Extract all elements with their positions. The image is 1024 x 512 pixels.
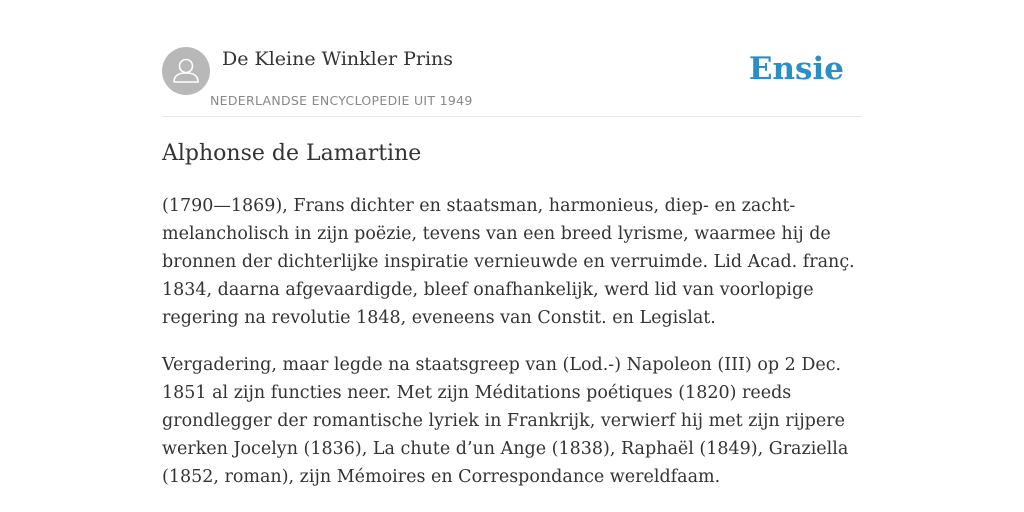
source-avatar[interactable] <box>162 47 210 95</box>
article-paragraph-2: Vergadering, maar legde na staatsgreep van (Lod.-) Napoleon (III) op 2 Dec. 1851 al zijn functies neer. Met zijn Méditations poétiques (1820) reeds grondlegger der romantische lyriek in Frankrijk, verwierf hij met zijn rijpere werken Jocelyn (1836), La chute d’un Ange (1838), Raphaël (1849), Graziella (1852, roman), zijn Mémoires en Correspondance wereldfaam. <box>162 355 849 487</box>
source-title[interactable]: De Kleine Winkler Prins <box>222 48 454 70</box>
page-header <box>162 46 862 117</box>
article-body <box>162 192 866 510</box>
article-paragraph-1: (1790—1869), Frans dichter en staatsman, harmonieus, diep- en zacht-melancholisch in zijn poëzie, tevens van een breed lyrisme, waarmee hij de bronnen der dichterlijke inspiratie vernieuwde en verruimde. Lid Acad. franç. 1834, daarna afgevaardigde, bleef onafhankelijk, werd lid van voorlopige regering na revolutie 1848, eveneens van Constit. en Legislat. <box>162 196 855 328</box>
user-icon <box>162 47 210 95</box>
brand-logo[interactable]: Ensie <box>748 51 844 87</box>
source-subtitle: NEDERLANDSE ENCYCLOPEDIE UIT 1949 <box>210 93 473 108</box>
article-title: Alphonse de Lamartine <box>162 141 422 166</box>
